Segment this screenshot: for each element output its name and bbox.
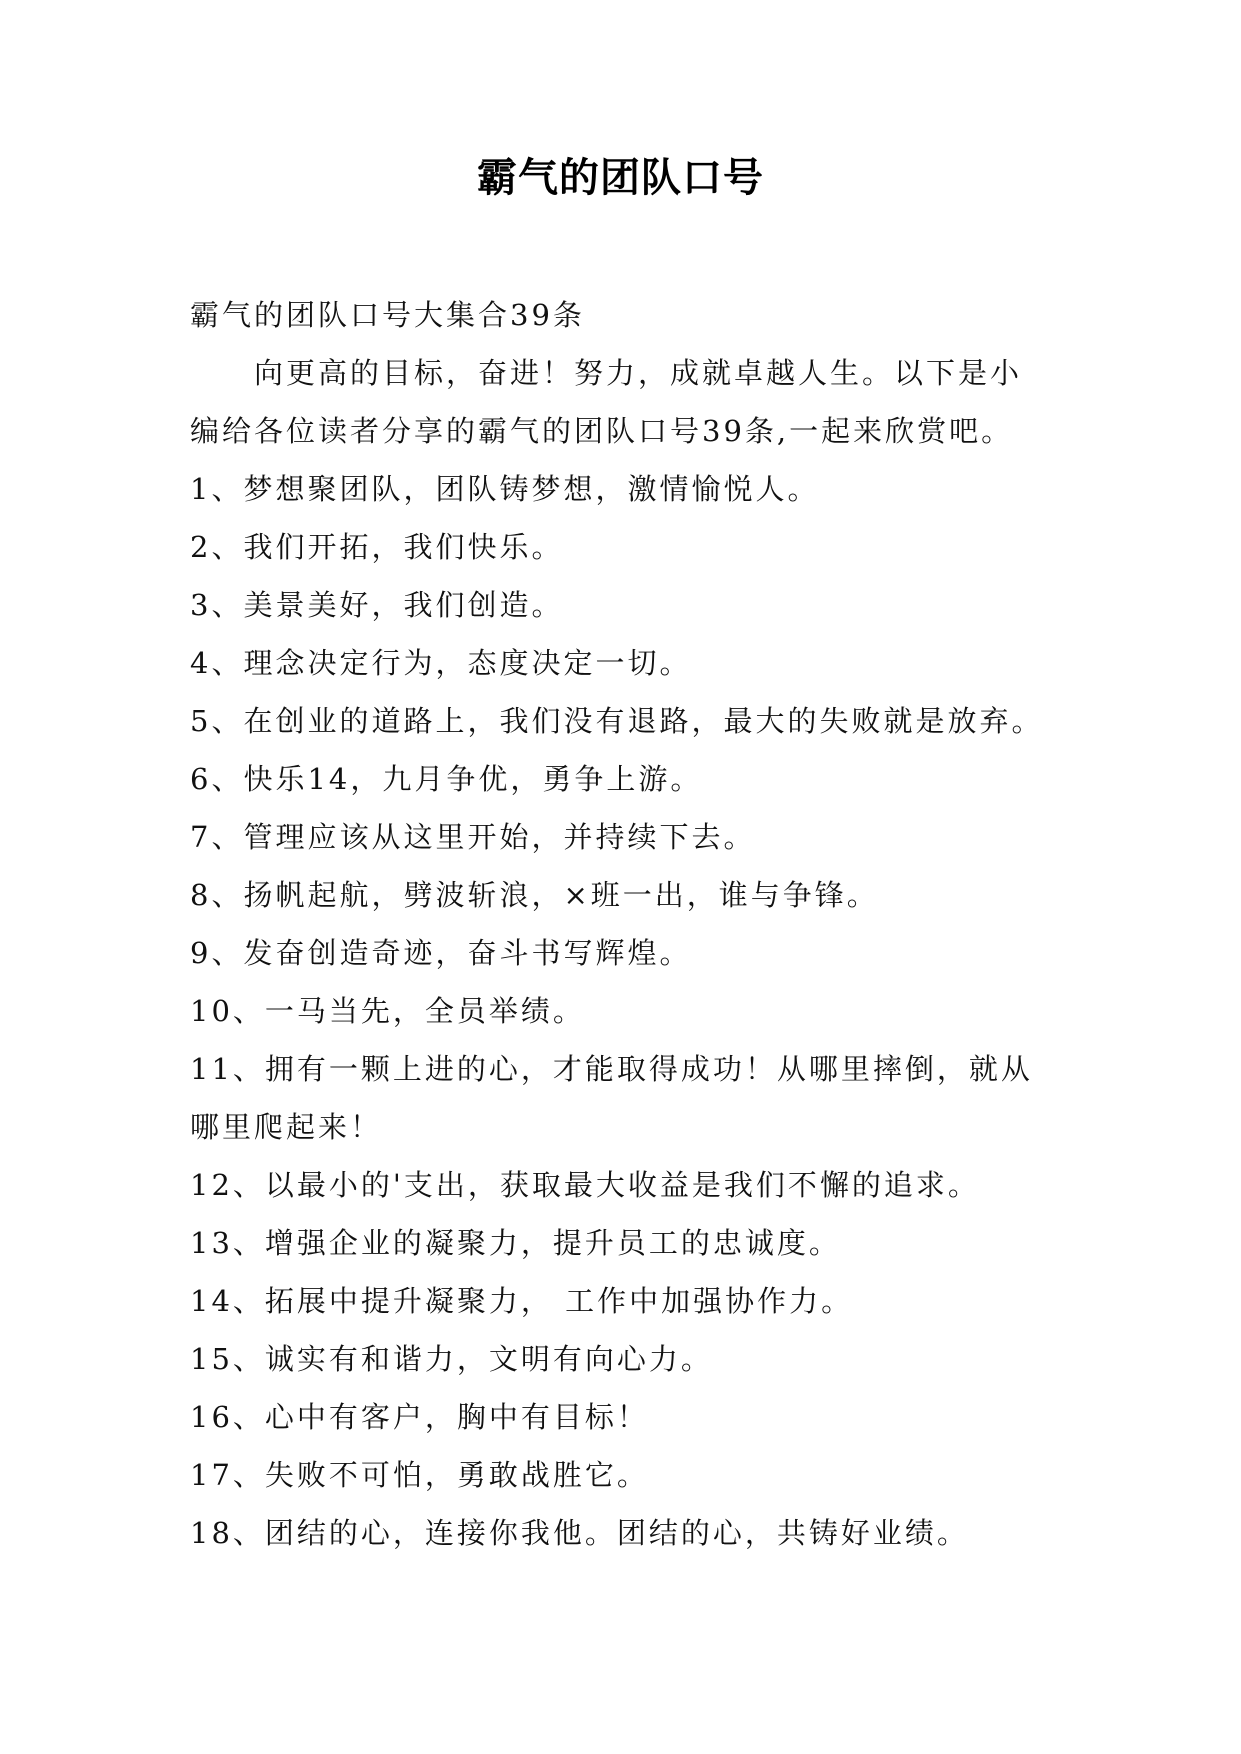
- slogan-item: 11、拥有一颗上进的心，才能取得成功！从哪里摔倒，就从: [190, 1052, 1033, 1086]
- slogan-item: 16、心中有客户，胸中有目标！: [190, 1400, 649, 1434]
- intro-paragraph-line: 编给各位读者分享的霸气的团队口号39条,一起来欣赏吧。: [190, 414, 1014, 448]
- page-title: 霸气的团队口号: [477, 155, 764, 201]
- slogan-item: 1、梦想聚团队，团队铸梦想，激情愉悦人。: [190, 472, 820, 506]
- slogan-item: 17、失败不可怕，勇敢战胜它。: [190, 1458, 649, 1492]
- slogan-item: 14、拓展中提升凝聚力， 工作中加强协作力。: [190, 1284, 854, 1318]
- slogan-item: 9、发奋创造奇迹，奋斗书写辉煌。: [190, 936, 692, 970]
- document-subtitle: 霸气的团队口号大集合39条: [190, 298, 585, 332]
- slogan-item: 3、美景美好，我们创造。: [190, 588, 564, 622]
- slogan-item: 10、一马当先，全员举绩。: [190, 994, 585, 1028]
- slogan-item: 18、团结的心，连接你我他。团结的心，共铸好业绩。: [190, 1516, 969, 1550]
- slogan-item: 4、理念决定行为，态度决定一切。: [190, 646, 692, 680]
- slogan-item: 15、诚实有和谐力，文明有向心力。: [190, 1342, 713, 1376]
- slogan-item: 6、快乐14，九月争优，勇争上游。: [190, 762, 703, 796]
- slogan-item-continuation: 哪里爬起来！: [190, 1110, 383, 1144]
- slogan-item: 12、以最小的'支出，获取最大收益是我们不懈的追求。: [190, 1168, 980, 1202]
- slogan-item: 2、我们开拓，我们快乐。: [190, 530, 564, 564]
- slogan-item: 13、增强企业的凝聚力，提升员工的忠诚度。: [190, 1226, 841, 1260]
- slogan-item: 7、管理应该从这里开始，并持续下去。: [190, 820, 756, 854]
- intro-paragraph-line: 向更高的目标，奋进！努力，成就卓越人生。以下是小: [254, 356, 1023, 390]
- slogan-item: 8、扬帆起航，劈波斩浪，×班一出，谁与争锋。: [190, 878, 879, 912]
- slogan-item: 5、在创业的道路上，我们没有退路，最大的失败就是放弃。: [190, 704, 1044, 738]
- document-body: [190, 286, 1090, 1562]
